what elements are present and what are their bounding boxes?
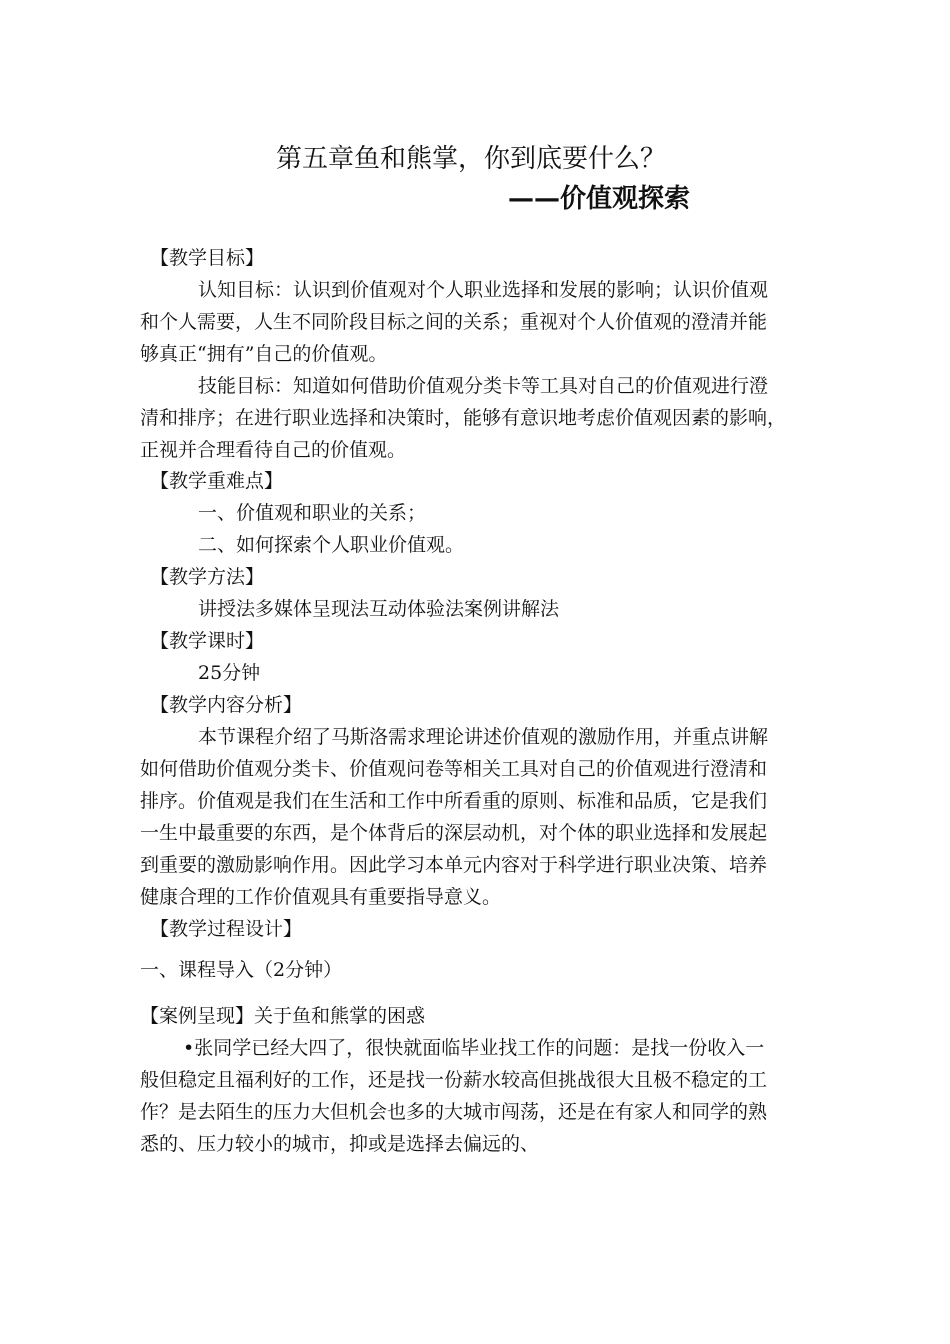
case-line: •张同学已经大四了，很快就面临毕业找工作的问题：是找一份收入一 xyxy=(183,1037,765,1059)
section-heading-methods: 【教学方法】 xyxy=(150,566,265,588)
goals-paragraph-2-line: 技能目标：知道如何借助价值观分类卡等工具对自己的价值观进行澄 xyxy=(198,375,769,397)
case-heading: 【案例呈现】关于鱼和熊掌的困惑 xyxy=(140,1005,426,1027)
analysis-line: 健康合理的工作价值观具有重要指导意义。 xyxy=(140,886,502,908)
case-line: 悉的、压力较小的城市，抑或是选择去偏远的、 xyxy=(140,1133,540,1155)
case-line: 般但稳定且福利好的工作，还是找一份薪水较高但挑战很大且极不稳定的工 xyxy=(140,1069,768,1091)
methods-text: 讲授法多媒体呈现法互动体验法案例讲解法 xyxy=(198,598,560,620)
section-heading-goals: 【教学目标】 xyxy=(150,247,265,269)
analysis-line: 本节课程介绍了马斯洛需求理论讲述价值观的激励作用，并重点讲解 xyxy=(198,726,769,748)
keypoint-item: 二、如何探索个人职业价值观。 xyxy=(198,534,465,556)
goals-paragraph-1-line: 和个人需要，人生不同阶段目标之间的关系；重视对个人价值观的澄清并能 xyxy=(140,311,768,333)
goals-paragraph-2-line: 正视并合理看待自己的价值观。 xyxy=(140,439,407,461)
hours-text: 25分钟 xyxy=(198,662,261,684)
chapter-subtitle: ——价值观探索 xyxy=(508,184,691,214)
analysis-line: 一生中最重要的东西，是个体背后的深层动机，对个体的职业选择和发展起 xyxy=(140,822,768,844)
goals-paragraph-2-line: 清和排序；在进行职业选择和决策时，能够有意识地考虑价值观因素的影响， xyxy=(140,407,787,429)
chapter-title: 第五章鱼和熊掌，你到底要什么？ xyxy=(276,144,667,174)
case-line: 作？是去陌生的压力大但机会也多的大城市闯荡，还是在有家人和同学的熟 xyxy=(140,1101,768,1123)
section-heading-process: 【教学过程设计】 xyxy=(150,918,303,940)
section-heading-hours: 【教学课时】 xyxy=(150,630,265,652)
keypoint-item: 一、价值观和职业的关系； xyxy=(198,502,427,524)
analysis-line: 到重要的激励影响作用。因此学习本单元内容对于科学进行职业决策、培养 xyxy=(140,854,768,876)
step-heading: 一、课程导入（2分钟） xyxy=(140,959,343,981)
analysis-line: 如何借助价值观分类卡、价值观问卷等相关工具对自己的价值观进行澄清和 xyxy=(140,758,768,780)
section-heading-analysis: 【教学内容分析】 xyxy=(150,694,303,716)
section-heading-keypoints: 【教学重难点】 xyxy=(150,470,284,492)
analysis-line: 排序。价值观是我们在生活和工作中所看重的原则、标准和品质，它是我们 xyxy=(140,790,768,812)
goals-paragraph-1-line: 认知目标：认识到价值观对个人职业选择和发展的影响；认识价值观 xyxy=(198,279,769,301)
goals-paragraph-1-line: 够真正“拥有”自己的价值观。 xyxy=(140,343,388,365)
